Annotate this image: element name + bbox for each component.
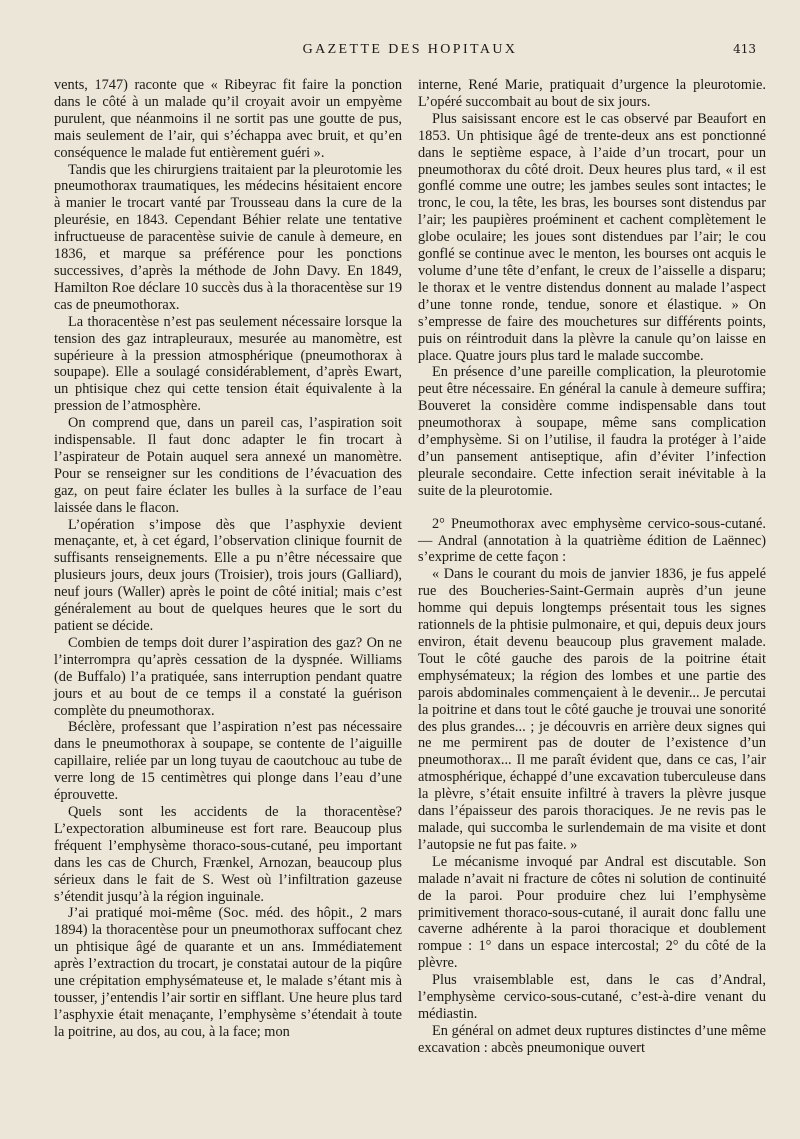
running-title: GAZETTE DES HOPITAUX [302, 42, 518, 57]
paragraph: Plus vraisemblable est, dans le cas d’Andral, l’emphysème cervico-sous-cutané, c’est-à-dire venant du médiastin. [418, 972, 766, 1022]
paragraph: Plus saisissant encore est le cas observé par Beaufort en 1853. Un phtisique âgé de trente-deux ans est ponctionné dans le septième espace, à l’aide d’un trocart, pour un pneumothorax du côté droit. Deux heures plus tard, « il est gonflé comme une outre; les jambes seules sont intactes; le tronc, le cou, la tête, les bras, les bourses sont distendus par l’air; les paupières proéminent et cachent complètement le globe oculaire; les joues sont distendues par l’air; le cou gonflé se continue avec le menton, les bourses ont acquis le volume d’une tête d’enfant, le creux de l’aisselle a disparu; le thorax et le ventre distendus donnent au malade l’aspect d’une tonne ronde, tendue, sonore et élastique. » On s’empresse de faire des mouchetures sur différents points, puis on réintroduit dans la plèvre la canule qu’on laisse en place. Quatre jours plus tard le malade succombe. [418, 110, 766, 364]
paragraph: vents, 1747) raconte que « Ribeyrac fit faire la ponction dans le côté à un malade qu’il croyait avoir un empyème purulent, que néanmoins il ne sortit pas une goutte de pus, mais seulement de l’air, qui s’échappa avec bruit, et qu’en conséquence le malade fut entièrement guéri ». [54, 77, 402, 161]
paragraph: On comprend que, dans un pareil cas, l’aspiration soit indispensable. Il faut donc adapter le fin trocart à l’aspirateur de Potain auquel sera annexé un manomètre. Pour se renseigner sur les conditions de l’évacuation des gaz, on peut faire éclater les bulles à la surface de l’eau laissée dans le flacon. [54, 415, 402, 516]
paragraph: Le mécanisme invoqué par Andral est discutable. Son malade n’avait ni fracture de côtes ni solution de continuité de la paroi. Pour produire chez lui l’emphysème primitivement thoraco-sous-cutané, il aurait donc fallu une caverne adhérente à la paroi thoracique et doublement rompue : 1° dans un espace intercostal; 2° du côté de la plèvre. [418, 853, 766, 972]
paragraph: Quels sont les accidents de la thoracentèse? L’expectoration albumineuse est fort rare. Beaucoup plus fréquent l’emphysème thoraco-sous-cutané, peu important dans les cas de Church, Frænkel, Arnozan, beaucoup plus sérieux dans le fait de S. West où l’infiltration gazeuse s’étendit jusqu’à la région inguinale. [54, 803, 402, 905]
paragraph: En présence d’une pareille complication, la pleurotomie peut être nécessaire. En général la canule à demeure suffira; Bouveret la considère comme indispensable dans tout pneumothorax à soupape, même sans complication d’emphysème. Si on l’utilise, il faudra la protéger à l’aide d’un pansement antiseptique, afin d’éviter l’infection pleurale secondaire. Cette infection serait inévitable à la suite de la pleurotomie. [418, 364, 766, 499]
paragraph: La thoracentèse n’est pas seulement nécessaire lorsque la tension des gaz intrapleuraux, mesurée au manomètre, est supérieure à la pression atmosphérique (pneumothorax à soupape). Elle a soulagé considérablement, d’après Ewart, un phtisique chez qui cette tension était équivalente à la pression de l’atmosphère. [54, 313, 402, 415]
section-heading-paragraph: 2° Pneumothorax avec emphysème cervico-sous-cutané. — Andral (annotation à la quatrième édition de Laënnec) s’exprime de cette façon : [418, 515, 766, 566]
left-column [54, 77, 402, 1041]
page-number: 413 [733, 42, 756, 56]
paragraph: L’opération s’impose dès que l’asphyxie devient menaçante, et, à cet égard, l’observation clinique fournit de suffisants renseignements. Elle a pu n’être nécessaire que plusieurs jours, deux jours (Troisier), trois jours (Galliard), neuf jours (Waller) après le point de côté initial; mais c’est généralement au bout de quelques heures que le sort du patient se décide. [54, 516, 402, 634]
paragraph: En général on admet deux ruptures distinctes d’une même excavation : abcès pneumonique ouvert [418, 1022, 766, 1056]
page-header [60, 40, 760, 60]
right-column [418, 77, 766, 1057]
paragraph: Combien de temps doit durer l’aspiration des gaz? On ne l’interrompra qu’après cessation de la dyspnée. Williams (de Buffalo) l’a pratiquée, sans interruption pendant quatre jours et au bout de ce temps il a constaté la guérison complète du pneumothorax. [54, 634, 402, 719]
paragraph: J’ai pratiqué moi-même (Soc. méd. des hôpit., 2 mars 1894) la thoracentèse pour un pneumothorax suffocant chez un phtisique âgé de quarante et un ans. Immédiatement après l’extraction du trocart, je constatai autour de la piqûre une crépitation emphysémateuse et, le malade s’étant mis à tousser, j’entendis l’air sortir en sifflant. Une heure plus tard l’asphyxie était menaçante, l’emphysème s’étendait à toute la poitrine, au dos, au cou, à la face; mon [54, 905, 402, 1040]
paragraph: Béclère, professant que l’aspiration n’est pas nécessaire dans le pneumothorax à soupape, se contente de l’aiguille capillaire, reliée par un long tuyau de caoutchouc au tube de verre long de 15 centimètres qui plonge dans l’eau d’une éprouvette. [54, 719, 402, 804]
paragraph: interne, René Marie, pratiquait d’urgence la pleurotomie. L’opéré succombait au bout de six jours. [418, 77, 766, 110]
paragraph: Tandis que les chirurgiens traitaient par la pleurotomie les pneumothorax traumatiques, les médecins hésitaient encore à manier le trocart vanté par Trousseau dans la cure de la pleurésie, en 1843. Cependant Béhier relate une tentative infructueuse de paracentèse suivie de canule à demeure, en 1836, et marque sa préférence pour les ponctions successives, d’après la méthode de John Davy. En 1849, Hamilton Roe déclare 10 succès dus à la thoracentèse sur 19 cas de pneumothorax. [54, 161, 402, 313]
paragraph: « Dans le courant du mois de janvier 1836, je fus appelé rue des Boucheries-Saint-Germain auprès d’un jeune homme qui depuis longtemps présentait tous les signes rationnels de la phtisie pulmonaire, et qui, depuis deux jours environ, était devenu beaucoup plus gravement malade. Tout le côté gauche des parois de la poitrine était emphysémateux; la région des lombes et une partie des parois abdominales commençaient à le devenir... Je percutai la poitrine et dans tout le côté gauche je trouvai une sonorité des plus grandes... ; je découvris en arrière deux signes qui ne me permirent pas de douter de l’existence d’un pneumothorax... Il me paraît évident que, dans ce cas, l’air atmosphérique, échappé d’une excavation tuberculeuse dans la plèvre, s’était ensuite infiltré à travers la plèvre jusque dans l’épaisseur des parois thoraciques. Je ne revis pas le malade, qui succomba le surlendemain de ma visite et dont l’autopsie ne fut pas faite. » [418, 566, 766, 853]
